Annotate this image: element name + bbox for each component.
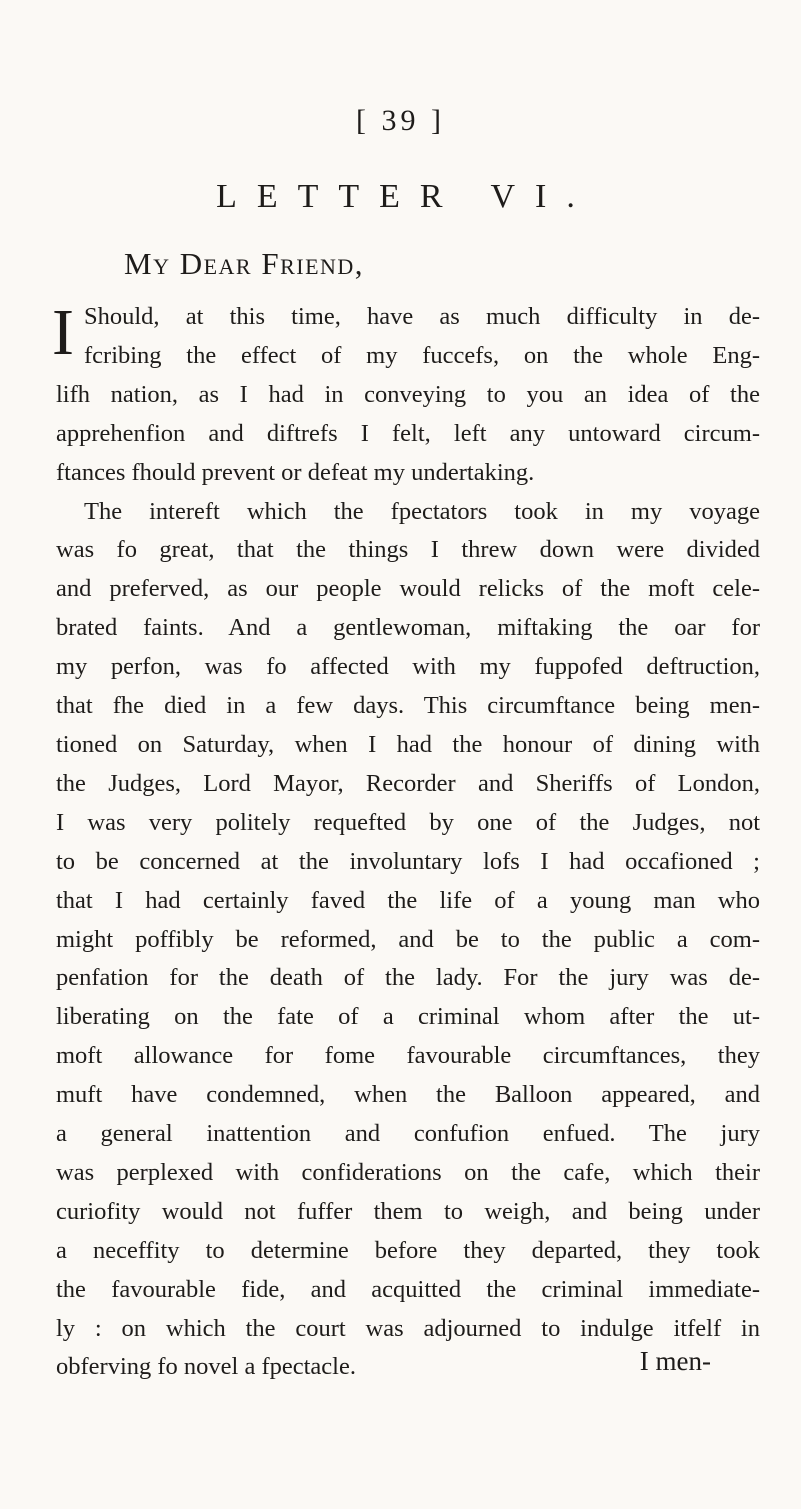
body-line: moft allowance for fome favourable circumftances, they xyxy=(56,1042,760,1070)
body-line: the favourable fide, and acquitted the criminal immediate- xyxy=(56,1275,760,1303)
page-number: [ 39 ] xyxy=(356,104,445,137)
drop-cap: I xyxy=(52,296,74,369)
body-line: ftances fhould prevent or defeat my undertaking. xyxy=(56,458,535,486)
body-line: was perplexed with confiderations on the cafe, which their xyxy=(56,1158,760,1186)
body-line: brated faints. And a gentlewoman, miftaking the oar for xyxy=(56,614,760,642)
body-line: a general inattention and confufion enfued. The jury xyxy=(56,1120,760,1148)
body-line: that I had certainly faved the life of a young man who xyxy=(56,886,760,914)
body-line: The intereft which the fpectators took in my voyage xyxy=(84,497,760,525)
body-line: the Judges, Lord Mayor, Recorder and Sheriffs of London, xyxy=(56,769,760,797)
body-line: that fhe died in a few days. This circumftance being men- xyxy=(56,692,760,720)
letter-heading: LETTER VI. xyxy=(216,178,595,215)
body-line: liberating on the fate of a criminal whom after the ut- xyxy=(56,1003,760,1031)
letter-body xyxy=(56,298,760,1387)
body-line: fcribing the effect of my fuccefs, on the whole Eng- xyxy=(84,341,760,369)
salutation: My Dear Friend, xyxy=(124,246,365,281)
body-line: a neceffity to determine before they departed, they took xyxy=(56,1236,760,1264)
body-line: tioned on Saturday, when I had the honour of dining with xyxy=(56,730,760,758)
body-line: penfation for the death of the lady. For the jury was de- xyxy=(56,964,760,992)
body-line: obferving fo novel a fpectacle. xyxy=(56,1353,356,1381)
body-line: muft have condemned, when the Balloon appeared, and xyxy=(56,1081,760,1109)
body-line: my perfon, was fo affected with my fuppofed deftruction, xyxy=(56,653,760,681)
body-line: was fo great, that the things I threw down were divided xyxy=(56,536,760,564)
catchword: I men- xyxy=(639,1346,711,1376)
body-line: apprehenfion and diftrefs I felt, left any untoward circum- xyxy=(56,419,760,447)
body-line: might poffibly be reformed, and be to the public a com- xyxy=(56,925,760,953)
body-line: Should, at this time, have as much difficulty in de- xyxy=(84,303,760,330)
body-line: ly : on which the court was adjourned to indulge itfelf in xyxy=(56,1314,760,1342)
body-line: lifh nation, as I had in conveying to you an idea of the xyxy=(56,380,760,408)
body-line: curiofity would not fuffer them to weigh, and being under xyxy=(56,1197,760,1225)
body-line: to be concerned at the involuntary lofs I had occafioned ; xyxy=(56,847,760,875)
body-line: and preferved, as our people would relicks of the moft cele- xyxy=(56,575,760,603)
body-line: I was very politely requefted by one of the Judges, not xyxy=(56,808,760,836)
